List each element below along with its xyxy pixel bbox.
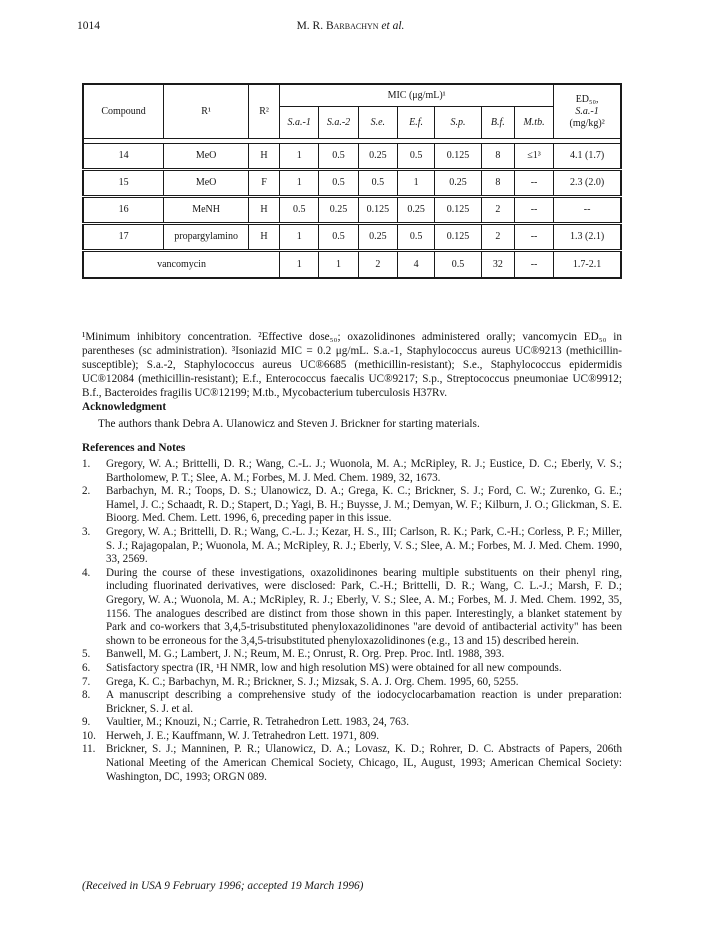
- ed50-cell: 1.3 (2.1): [554, 224, 621, 251]
- mic-cell: --: [514, 251, 553, 279]
- mic-cell: 32: [481, 251, 514, 279]
- organism-header: S.a.-1: [280, 107, 319, 139]
- r2-header: R²: [249, 84, 280, 139]
- reference-number: 10.: [82, 729, 96, 742]
- organism-header: M.tb.: [514, 107, 553, 139]
- received-note: (Received in USA 9 February 1996; accepted 19 March 1996): [82, 880, 364, 892]
- acknowledgment-heading: Acknowledgment: [82, 401, 167, 413]
- reference-number: 7.: [82, 675, 91, 688]
- reference-text: Gregory, W. A.; Brittelli, D. R.; Wang, C.-L. J.; Wuonola, M. A.; McRipley, R. J.; Eustice, D. C.; Eberly, V. S.; Bartholomew, P. T.; Slee, A. M.; Forbes, M. J. Med. Chem. 1989, 32, 1673.: [106, 458, 622, 484]
- organism-header: S.a.-2: [319, 107, 358, 139]
- mic-cell: 8: [481, 144, 514, 170]
- mic-cell: 0.5: [319, 144, 358, 170]
- r1-header: R¹: [164, 84, 249, 139]
- mic-cell: 8: [481, 170, 514, 197]
- reference-number: 2.: [82, 485, 91, 498]
- reference-item: [82, 567, 622, 649]
- reference-text: Herweh, J. E.; Kauffmann, W. J. Tetrahedron Lett. 1971, 809.: [106, 729, 380, 742]
- reference-number: 6.: [82, 661, 91, 674]
- reference-item: [82, 526, 622, 567]
- table-row: [83, 251, 621, 279]
- mic-cell: 0.5: [397, 224, 434, 251]
- reference-item: [82, 743, 622, 784]
- table-row: [83, 144, 621, 170]
- mic-cell: 0.25: [319, 197, 358, 224]
- r1-cell: MeO: [164, 144, 249, 170]
- reference-text: Barbachyn, M. R.; Toops, D. S.; Ulanowicz, D. A.; Grega, K. C.; Brickner, S. J.; Ford, C. W.; Zurenko, G. E.; Hamel, J. C.; Schaadt, R. D.; Stapert, D.; Yagi, B. H.; Buysse, J. M.; Demyan, W. F.; Kilburn, J. O.; Glickman, S. E. Bioorg. Med. Chem. Lett. 1996, 6, preceding paper in this issue.: [106, 485, 622, 525]
- r2-cell: H: [249, 224, 280, 251]
- reference-number: 5.: [82, 648, 91, 661]
- r1-cell: MeNH: [164, 197, 249, 224]
- mic-cell: 4: [397, 251, 434, 279]
- acknowledgment-text: The authors thank Debra A. Ulanowicz and Steven J. Brickner for starting materials.: [98, 418, 480, 430]
- reference-number: 11.: [82, 743, 96, 756]
- organism-header: S.e.: [358, 107, 397, 139]
- mic-header: MIC (μg/mL)¹: [280, 84, 554, 107]
- organism-header: E.f.: [397, 107, 434, 139]
- table-row: [83, 170, 621, 197]
- r2-cell: H: [249, 144, 280, 170]
- mic-cell: 0.25: [358, 224, 397, 251]
- organism-header: S.p.: [435, 107, 482, 139]
- mic-cell: 1: [280, 170, 319, 197]
- mic-cell: 0.5: [358, 170, 397, 197]
- mic-cell: 0.25: [397, 197, 434, 224]
- compound-cell: 15: [83, 170, 164, 197]
- reference-text: Gregory, W. A.; Brittelli, D. R.; Wang, C.-L. J.; Kezar, H. S., III; Carlson, R. K.; Park, C.-H.; Corless, P. F.; Miller, S. J.; Rajagopalan, P.; Wuonola, M. A.; McRipley, R. J.; Eberly, V. S.; Slee, A. M.; Forbes, M. J. Med. Chem. 1990, 33, 2569.: [106, 525, 622, 566]
- reference-item: [82, 730, 622, 744]
- mic-cell: 0.125: [358, 197, 397, 224]
- r1-cell: MeO: [164, 170, 249, 197]
- compound-header: Compound: [83, 84, 164, 139]
- mic-cell: 1: [397, 170, 434, 197]
- references-heading: References and Notes: [82, 442, 186, 454]
- r2-cell: F: [249, 170, 280, 197]
- ed50-cell: 4.1 (1.7): [554, 144, 621, 170]
- mic-cell: 0.5: [280, 197, 319, 224]
- mic-cell: 0.125: [435, 224, 482, 251]
- reference-number: 1.: [82, 458, 91, 470]
- reference-item: [82, 676, 622, 690]
- page-number: 1014: [77, 20, 100, 32]
- reference-item: [82, 485, 622, 526]
- mic-table-container: [82, 83, 622, 279]
- organism-header: B.f.: [481, 107, 514, 139]
- running-head: M. R. Barbachyn et al.: [296, 20, 405, 32]
- table-row: [83, 224, 621, 251]
- reference-item: [82, 458, 622, 485]
- mic-cell: 0.5: [397, 144, 434, 170]
- reference-text: Grega, K. C.; Barbachyn, M. R.; Brickner, S. J.; Mizsak, S. A. J. Org. Chem. 1995, 60, 5255.: [106, 675, 519, 688]
- mic-cell: 1: [280, 251, 319, 279]
- ed50-cell: 2.3 (2.0): [554, 170, 621, 197]
- reference-text: Vaultier, M.; Knouzi, N.; Carrie, R. Tetrahedron Lett. 1983, 24, 763.: [106, 716, 409, 729]
- mic-cell: 0.25: [358, 144, 397, 170]
- compound-cell: 16: [83, 197, 164, 224]
- compound-cell: 14: [83, 144, 164, 170]
- mic-cell: 1: [280, 144, 319, 170]
- vancomycin-label: vancomycin: [83, 251, 280, 279]
- reference-text: Banwell, M. G.; Lambert, J. N.; Reum, M. E.; Onrust, R. Org. Prep. Proc. Intl. 1988, 393.: [106, 648, 505, 661]
- mic-cell: 0.125: [435, 144, 482, 170]
- reference-number: 4.: [82, 566, 91, 579]
- mic-cell: --: [514, 170, 553, 197]
- reference-text: During the course of these investigations, oxazolidinones bearing multiple substituents on their phenyl ring, including fluorinated derivatives, were disclosed: Park, C.-H.; Brittelli, D. R.; Wang, C. L.-J.; Marsh, F. D.; Gregory, W. A.; Wuonola, M. A.; McRipley, R. J.; Eberly, V. S.; Slee, A. M.; Forbes, M. J. Med. Chem. 1992, 35, 1156. The analogues described are distinct from those shown in this paper. Interestingly, a blanket statement by Park and co-workers that 3,4,5-trisubstituted phenyloxazolidinones "are devoid of antibacterial activity" has been shown to be erroneous for the 3,4,5-trisubstituted phenyloxazolidinones (e.g., 13 and 15) described herein.: [106, 566, 622, 647]
- table-footnote: ¹Minimum inhibitory concentration. ²Effective dose₅₀; oxazolidinones administered orally; vancomycin ED₅₀ in parentheses (sc administration). ³Isoniazid MIC = 0.2 μg/mL. S.a.-1, Staphylococcus aureus UC®9213 (methicillin-susceptible); S.a.-2, Staphylococcus aureus UC®6685 (methicillin-resistant); S.e., Staphylococcus epidermidis UC®12084 (methicillin-resistant); E.f., Enterococcus faecalis UC®9217; S.p., Streptococcus pneumoniae UC®9912; B.f., Bacteroides fragilis UC®12199; M.tb., Mycobacterium tuberculosis H37Rv.: [82, 331, 622, 399]
- mic-cell: 0.125: [435, 197, 482, 224]
- mic-cell: 1: [280, 224, 319, 251]
- ed50-header: ED₅₀, S.a.-1 (mg/kg)²: [554, 84, 621, 139]
- references-list: [82, 458, 622, 784]
- reference-number: 3.: [82, 525, 91, 538]
- reference-text: Satisfactory spectra (IR, ¹H NMR, low and high resolution MS) were obtained for all new compounds.: [106, 661, 562, 674]
- compound-cell: 17: [83, 224, 164, 251]
- reference-item: [82, 648, 622, 662]
- mic-cell: --: [514, 224, 553, 251]
- reference-number: 9.: [82, 716, 91, 729]
- mic-cell: 1: [319, 251, 358, 279]
- mic-cell: 2: [358, 251, 397, 279]
- mic-cell: 2: [481, 197, 514, 224]
- mic-table: [82, 83, 622, 279]
- reference-item: [82, 689, 622, 716]
- mic-cell: ≤1³: [514, 144, 553, 170]
- mic-cell: 0.25: [435, 170, 482, 197]
- mic-cell: 0.5: [435, 251, 482, 279]
- mic-cell: --: [514, 197, 553, 224]
- table-row: [83, 197, 621, 224]
- mic-cell: 0.5: [319, 224, 358, 251]
- ed50-cell: --: [554, 197, 621, 224]
- reference-text: A manuscript describing a comprehensive study of the iodocyclocarbamation reaction is under preparation: Brickner, S. J. et al.: [106, 689, 622, 715]
- mic-cell: 2: [481, 224, 514, 251]
- running-header: [77, 20, 624, 36]
- reference-number: 8.: [82, 689, 91, 702]
- reference-text: Brickner, S. J.; Manninen, P. R.; Ulanowicz, D. A.; Lovasz, K. D.; Rohrer, D. C. Abstracts of Papers, 206th National Meeting of the American Chemical Society, Chicago, IL, August, 1993; American Chemical Society: Washington, DC, 1993; ORGN 089.: [106, 743, 622, 783]
- mic-cell: 0.5: [319, 170, 358, 197]
- ed50-cell: 1.7-2.1: [554, 251, 621, 279]
- r1-cell: propargylamino: [164, 224, 249, 251]
- reference-item: [82, 716, 622, 730]
- reference-item: [82, 662, 622, 676]
- r2-cell: H: [249, 197, 280, 224]
